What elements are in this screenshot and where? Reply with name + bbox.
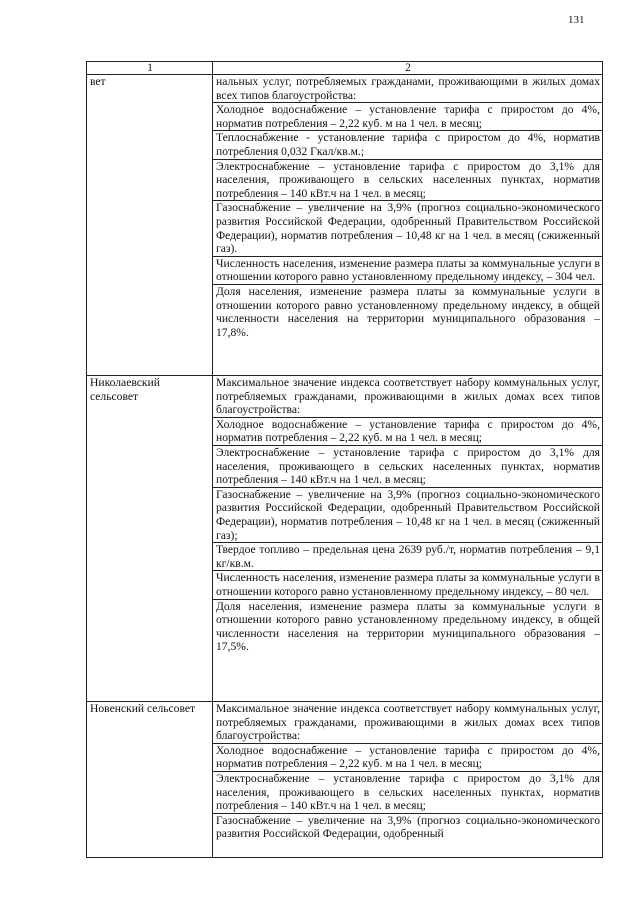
municipality-name: Николаевский сельсовет (87, 376, 213, 702)
description-cell (213, 702, 603, 858)
paragraph: Газоснабжение – увеличение на 3,9% (прогноз социально-экономического развития Российской Федерации, одобренный Правительством Российской Федерации), норматив потребления – 10,48 кг на 1 чел. в месяц (сжиженный газ). (213, 200, 602, 255)
table-row (87, 75, 603, 376)
paragraph: Максимальное значение индекса соответствует набору коммунальных услуг, потребляемых гражданами, проживающими в жилых домах всех типов благоустройства: (216, 702, 600, 743)
paragraph: Газоснабжение – увеличение на 3,9% (прогноз социально-экономического развития Российской Федерации, одобренный (213, 813, 602, 841)
paragraph: Холодное водоснабжение – установление тарифа с приростом до 4%, норматив потребления – 2,22 куб. м на 1 чел. в месяц; (213, 417, 602, 445)
paragraph: Доля населения, изменение размера платы за коммунальные услуги в отношении которого равно установленному предельному индексу, в общей численности населения на территории муниципального образования – 17,8%. (213, 284, 602, 339)
paragraph: Доля населения, изменение размера платы за коммунальные услуги в отношении которого равно установленному предельному индексу, в общей численности населения на территории муниципального образования – 17,5%. (213, 599, 602, 654)
page-number: 131 (568, 14, 585, 26)
paragraph: Холодное водоснабжение – установление тарифа с приростом до 4%, норматив потребления – 2,22 куб. м на 1 чел. в месяц; (213, 743, 602, 771)
paragraph: Электроснабжение – установление тарифа с приростом до 3,1% для населения, проживающего в сельских населенных пунктах, норматив потребления – 140 кВт.ч на 1 чел. в месяц; (213, 445, 602, 487)
header-row (87, 62, 603, 75)
paragraph: нальных услуг, потребляемых гражданами, проживающими в жилых домах всех типов благоустройства: (216, 75, 600, 102)
column-header-2: 2 (213, 62, 603, 75)
paragraph: Электроснабжение – установление тарифа с приростом до 3,1% для населения, проживающего в сельских населенных пунктах, норматив потребления – 140 кВт.ч на 1 чел. в месяц; (213, 771, 602, 813)
paragraph: Теплоснабжение - установление тарифа с приростом до 4%, норматив потребления 0,032 Гкал/кв.м.; (213, 130, 602, 158)
table-row (87, 376, 603, 702)
municipality-name: Новенский сельсовет (87, 702, 213, 858)
paragraph: Максимальное значение индекса соответствует набору коммунальных услуг, потребляемых гражданами, проживающими в жилых домах всех типов благоустройства: (216, 376, 600, 417)
municipality-name: вет (87, 75, 213, 376)
paragraph: Численность населения, изменение размера платы за коммунальные услуги в отношении которого равно установленному предельному индексу, – 80 чел. (213, 570, 602, 598)
indices-table (86, 61, 603, 858)
paragraph: Твердое топливо – предельная цена 2639 руб./т, норматив потребления – 9,1 кг/кв.м. (213, 542, 602, 570)
paragraph: Электроснабжение – установление тарифа с приростом до 3,1% для населения, проживающего в сельских населенных пунктах, норматив потребления – 140 кВт.ч на 1 чел. в месяц; (213, 159, 602, 201)
paragraph: Численность населения, изменение размера платы за коммунальные услуги в отношении которого равно установленному предельному индексу, – 304 чел. (213, 256, 602, 284)
column-header-1: 1 (87, 62, 213, 75)
paragraph: Газоснабжение – увеличение на 3,9% (прогноз социально-экономического развития Российской Федерации, одобренный Правительством Российской Федерации), норматив потребления – 10,48 кг на 1 чел. в месяц (сжиженный газ); (213, 487, 602, 542)
description-cell (213, 75, 603, 376)
paragraph: Холодное водоснабжение – установление тарифа с приростом до 4%, норматив потребления – 2,22 куб. м на 1 чел. в месяц; (213, 102, 602, 130)
table-row (87, 702, 603, 858)
description-cell (213, 376, 603, 702)
